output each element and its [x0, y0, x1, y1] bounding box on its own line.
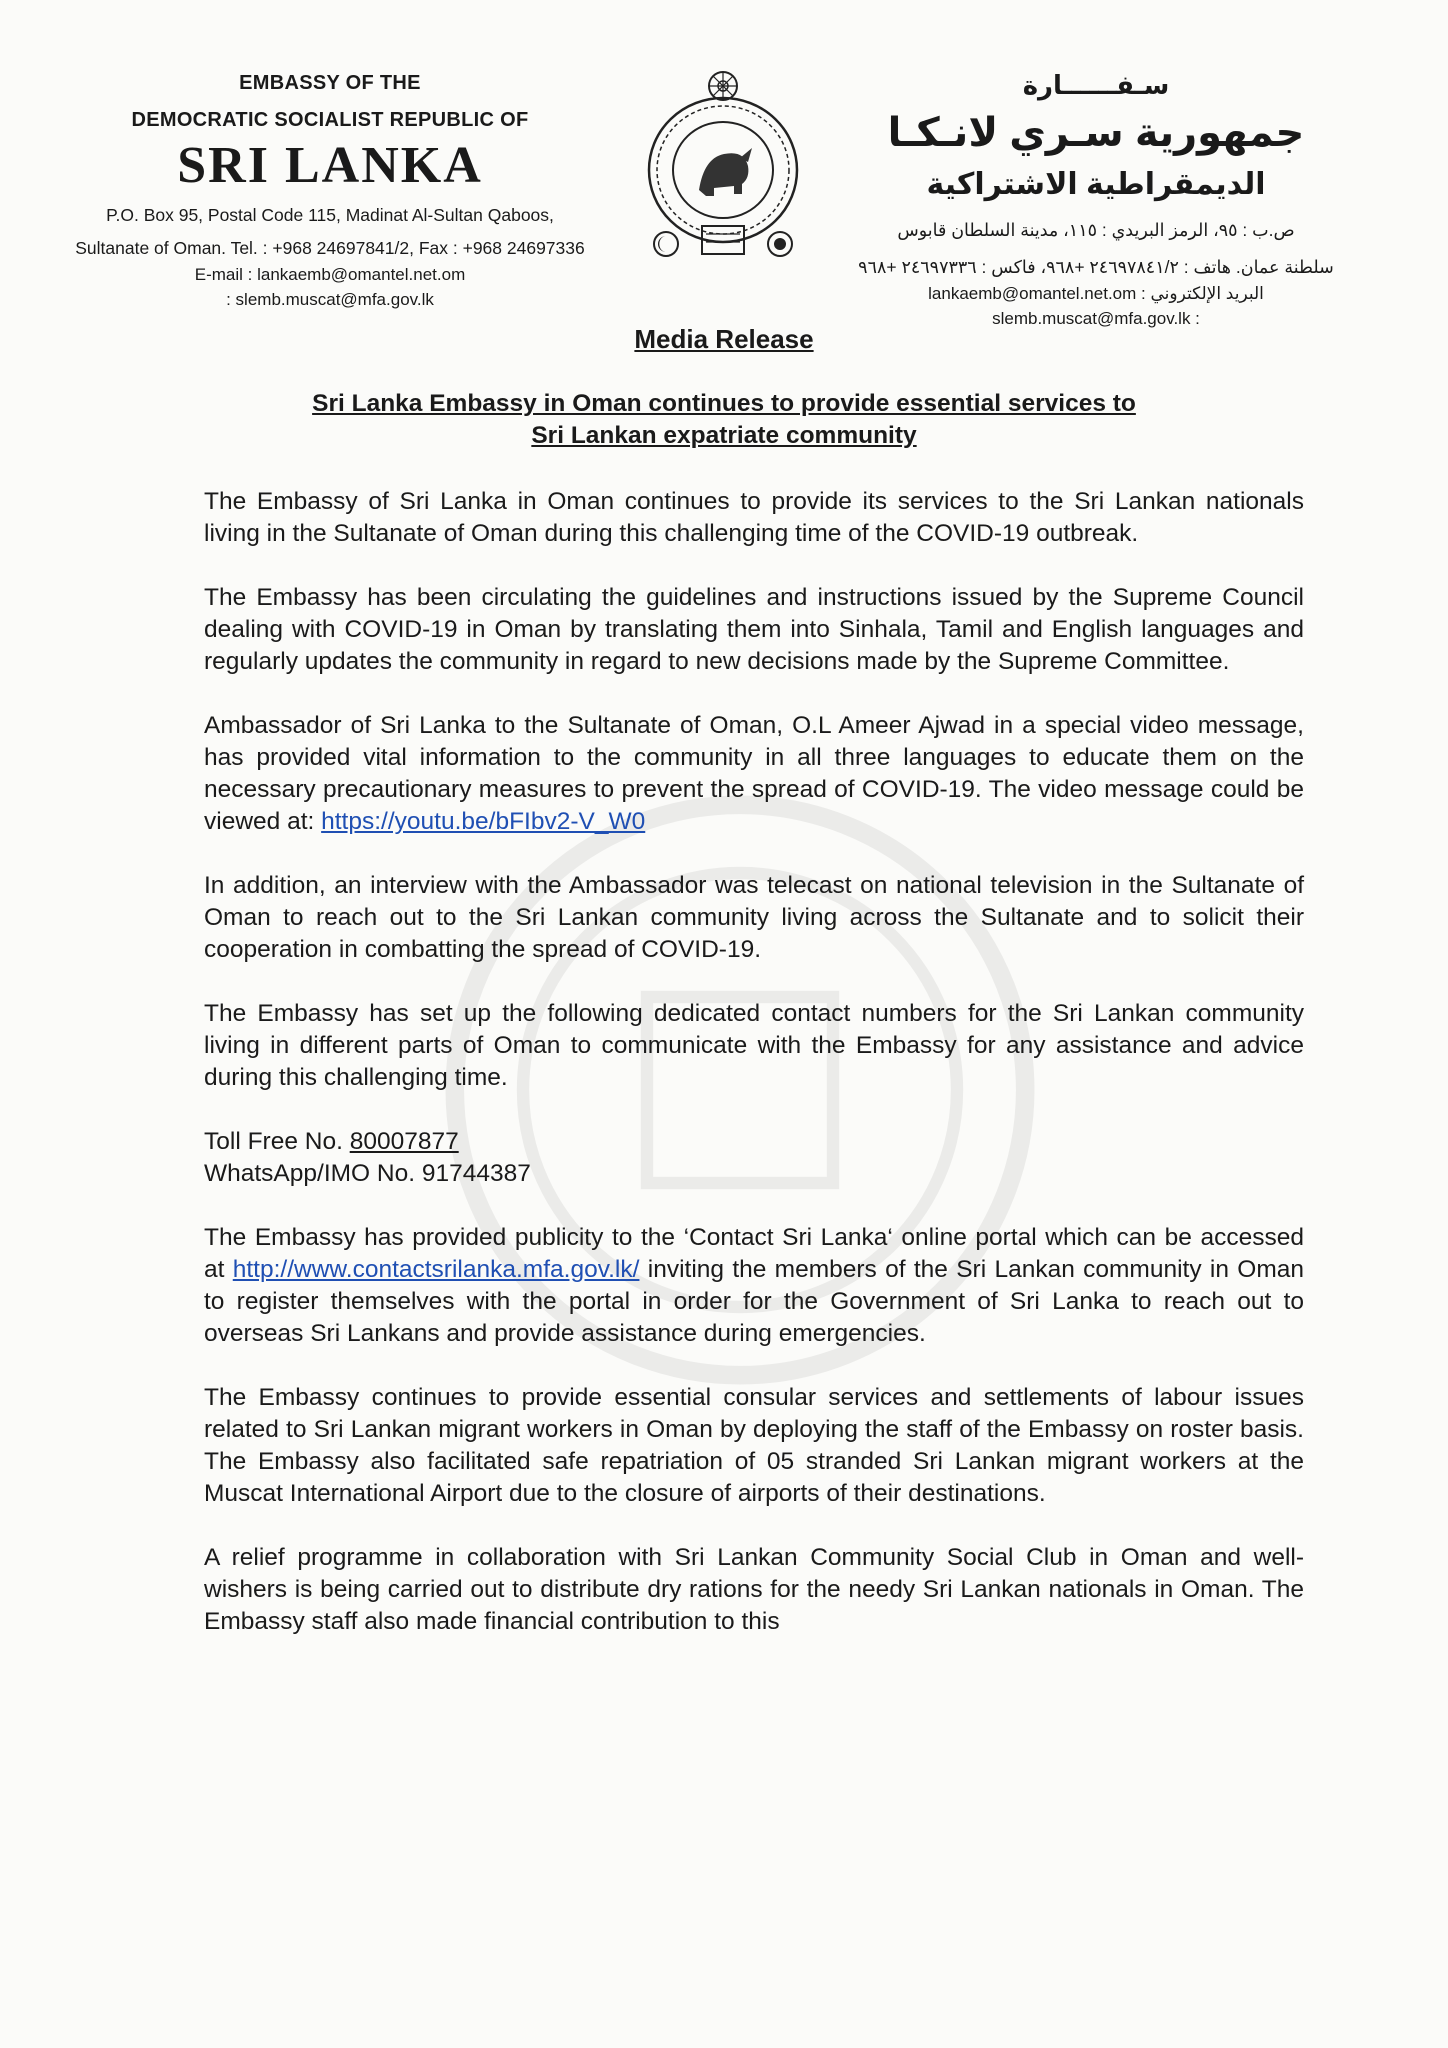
- headline: [200, 388, 1248, 452]
- paragraph-6: [204, 1222, 1304, 1350]
- country-name: SRI LANKA: [177, 137, 483, 194]
- email-line-1: E-mail : lankaemb@omantel.net.om: [194, 265, 466, 284]
- headline-line-1: Sri Lanka Embassy in Oman continues to provide essential services to: [312, 390, 1136, 417]
- arabic-embassy: سـفــــــارة: [1022, 70, 1170, 100]
- whatsapp-line: WhatsApp/IMO No. 91744387: [204, 1160, 531, 1187]
- arabic-democratic-socialist: الديمقراطية الاشتراكية: [926, 168, 1266, 201]
- arabic-email-line-1: lankaemb@omantel.net.om : البريد الإلكتروني: [928, 284, 1264, 303]
- republic-line: DEMOCRATIC SOCIALIST REPUBLIC OF: [131, 109, 529, 131]
- embassy-of-line: EMBASSY OF THE: [239, 72, 421, 94]
- toll-free-label: Toll Free No.: [204, 1128, 350, 1155]
- arabic-address-line-2: سلطنة عمان. هاتف : ٢٤٦٩٧٨٤١/٢ +٩٦٨، فاكس : ٢٤٦٩٧٣٣٦ +٩٦٨: [858, 257, 1334, 277]
- paragraph-5: The Embassy has set up the following dedicated contact numbers for the Sri Lankan community living in different parts of Oman to communicate with the Embassy for any assistance and advice during this challenging time.: [204, 1000, 1304, 1091]
- headline-line-2: Sri Lankan expatriate community: [531, 422, 917, 449]
- arabic-republic: جمهورية سـري لانـكـا: [887, 111, 1305, 155]
- body-text: [204, 486, 1304, 1670]
- address-line-1: P.O. Box 95, Postal Code 115, Madinat Al-Sultan Qaboos,: [106, 205, 554, 225]
- sri-lanka-emblem-icon: [644, 66, 802, 266]
- video-link[interactable]: https://youtu.be/bFIbv2-V_W0: [321, 808, 646, 835]
- toll-free-number[interactable]: 80007877: [349, 1128, 459, 1155]
- paragraph-6-text-before: The Embassy has provided publicity to the ‘Contact Sri Lanka‘ online portal which can be accessed at: [204, 1224, 1304, 1283]
- paragraph-4: In addition, an interview with the Ambassador was telecast on national television in the Sultanate of Oman to reach out to the Sri Lankan community living across the Sultanate and to solicit their cooperation in combatting the spread of COVID-19.: [204, 872, 1304, 963]
- arabic-email-line-2: slemb.muscat@mfa.gov.lk :: [992, 309, 1200, 328]
- paragraph-3-text: Ambassador of Sri Lanka to the Sultanate of Oman, O.L Ameer Ajwad in a special video message, has provided vital information to the community in all three languages to educate them on the necessary precautionary measures to prevent the spread of COVID-19. The video message could be viewed at:: [204, 712, 1304, 835]
- contact-numbers: [204, 1126, 1304, 1190]
- letterhead-arabic: [816, 70, 1376, 331]
- paragraph-6-text-after: inviting the members of the Sri Lankan community in Oman to register themselves with the portal in order for the Government of Sri Lanka to reach out to overseas Sri Lankans and provide assistance during emergencies.: [204, 1256, 1304, 1347]
- arabic-address-line-1: ص.ب : ٩٥، الرمز البريدي : ١١٥، مدينة السلطان قابوس: [897, 220, 1295, 240]
- letterhead-english: [40, 72, 620, 312]
- paragraph-2: The Embassy has been circulating the guidelines and instructions issued by the Supreme Council dealing with COVID-19 in Oman by translating them into Sinhala, Tamil and English languages and regularly updates the community in regard to new decisions made by the Supreme Committee.: [204, 584, 1304, 675]
- portal-link[interactable]: http://www.contactsrilanka.mfa.gov.lk/: [232, 1256, 640, 1283]
- media-release-label: Media Release: [634, 324, 814, 354]
- paragraph-8: A relief programme in collaboration with Sri Lankan Community Social Club in Oman and well-wishers is being carried out to distribute dry rations for the needy Sri Lankan nationals in Oman. The Embassy staff also made financial contribution to this: [204, 1544, 1304, 1635]
- paragraph-3: [204, 710, 1304, 838]
- email-line-2: : slemb.muscat@mfa.gov.lk: [226, 290, 434, 309]
- paragraph-1: The Embassy of Sri Lanka in Oman continues to provide its services to the Sri Lankan nationals living in the Sultanate of Oman during this challenging time of the COVID-19 outbreak.: [204, 488, 1304, 547]
- address-line-2: Sultanate of Oman. Tel. : +968 24697841/2, Fax : +968 24697336: [75, 238, 585, 258]
- paragraph-7: The Embassy continues to provide essential consular services and settlements of labour issues related to Sri Lankan migrant workers in Oman by deploying the staff of the Embassy on roster basis. The Embassy also facilitated safe repatriation of 05 stranded Sri Lankan migrant workers at the Muscat International Airport due to the closure of airports of their destinations.: [204, 1384, 1304, 1507]
